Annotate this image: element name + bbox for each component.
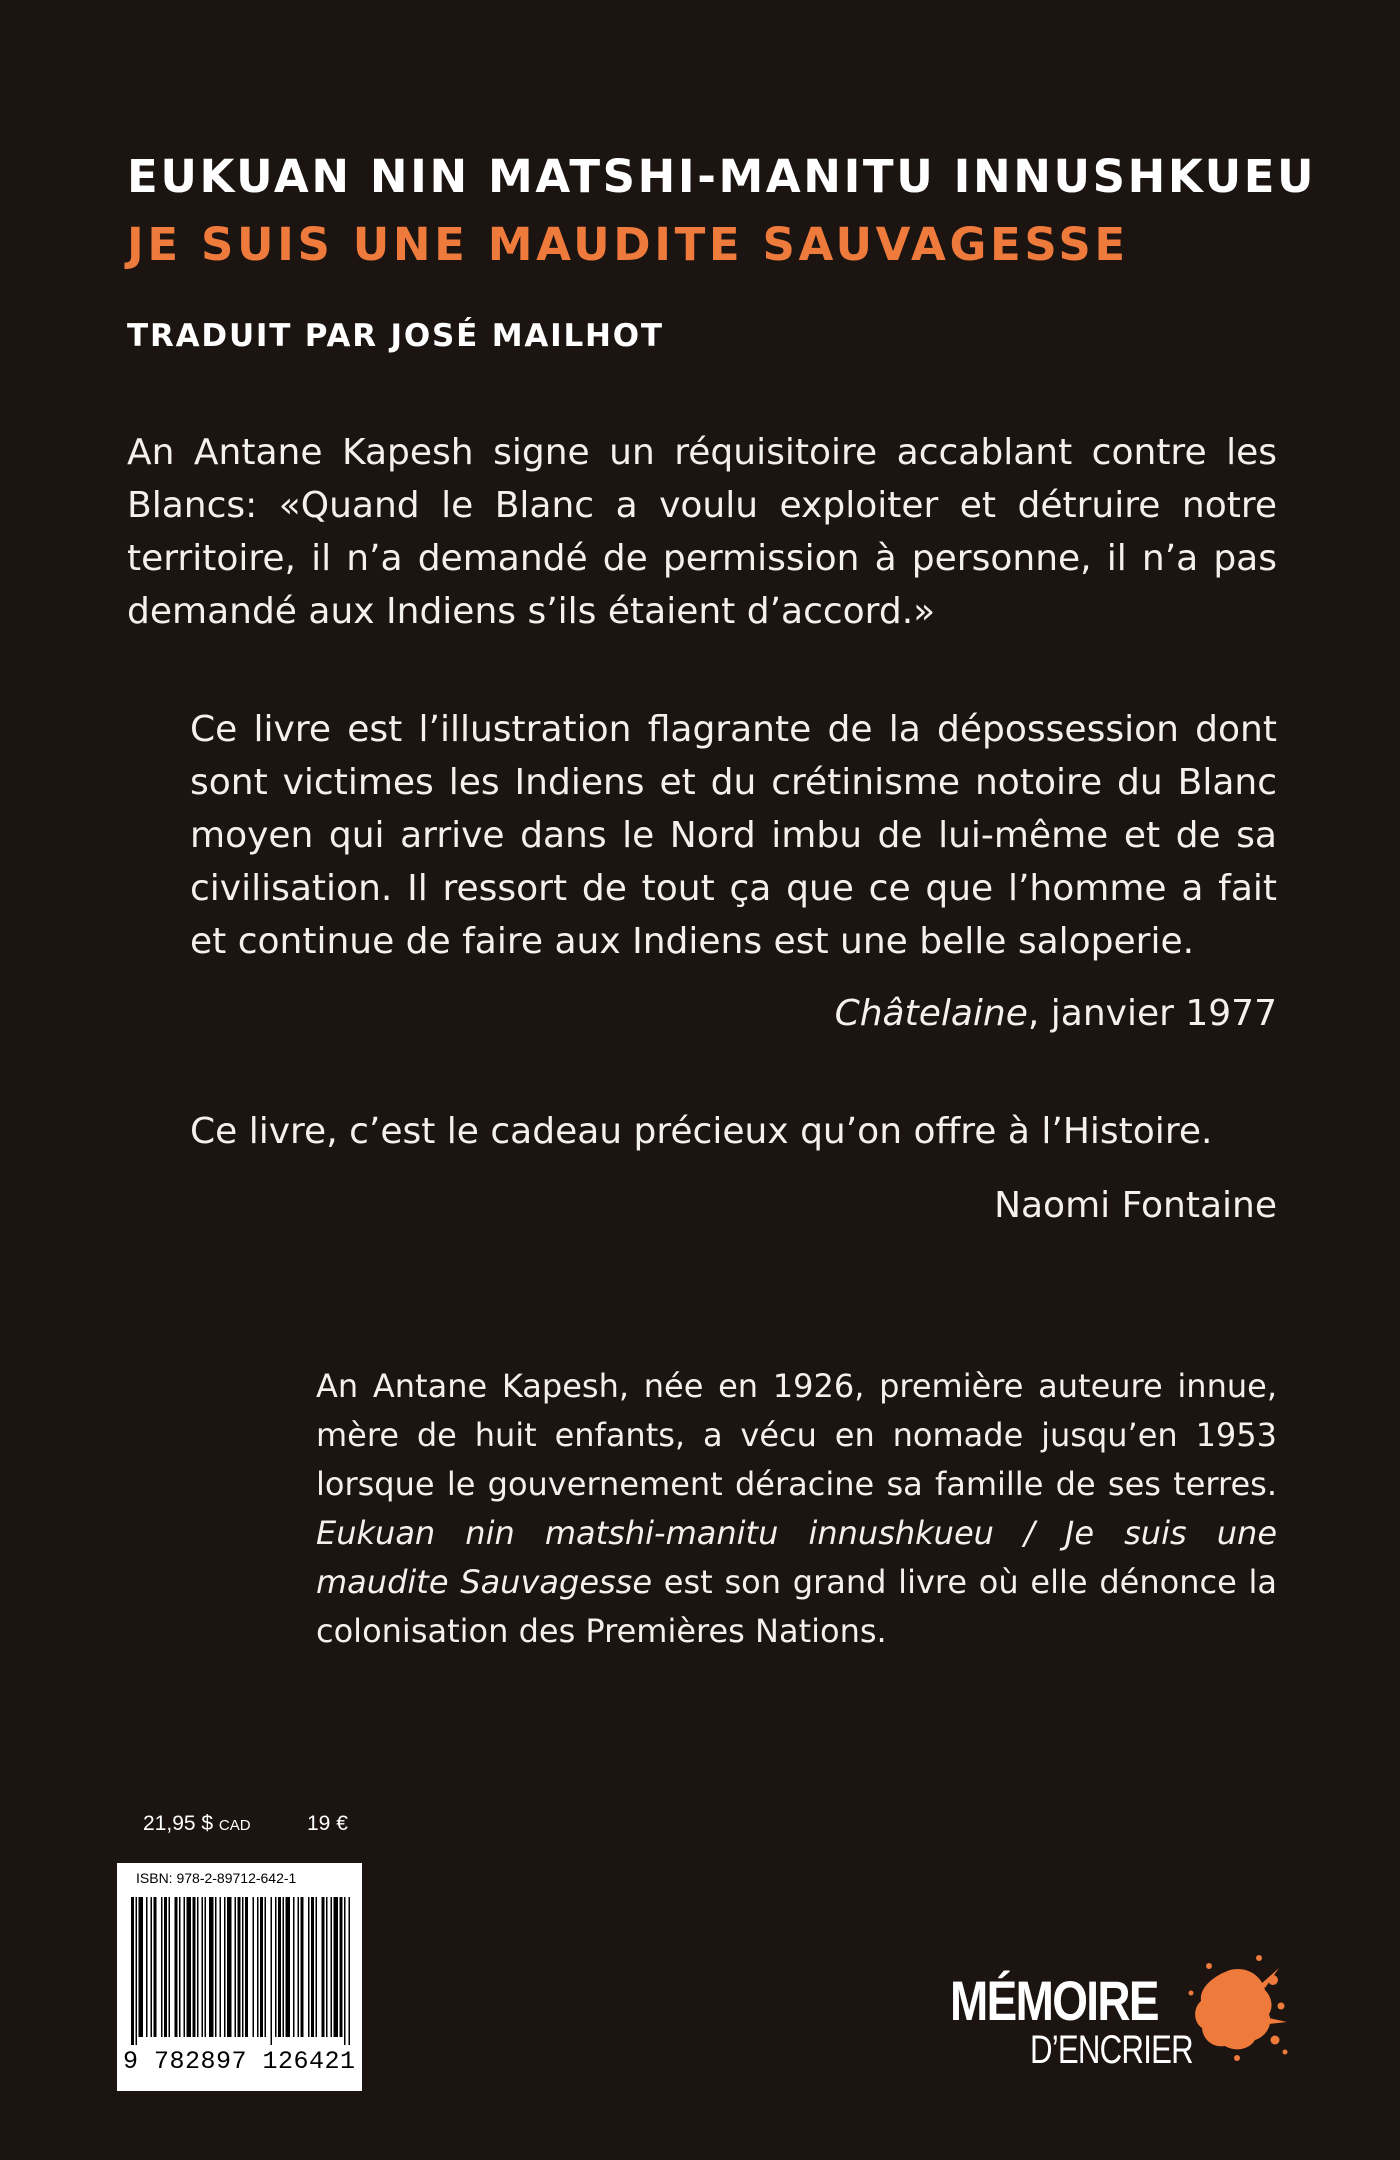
intro-paragraph: An Antane Kapesh signe un réquisitoire accablant contre les Blancs: «Quand le Blanc a voulu exploiter et détruire notre territoire, il n’a demandé de permission à personne, il n’a pas demandé aux Indiens s’ils étaient d’accord.» [127, 432, 1277, 632]
barcode-bar [224, 1897, 226, 2037]
barcode-bar [197, 1897, 199, 2037]
attribution-date: , janvier 1977 [1027, 993, 1277, 1034]
isbn-text: ISBN: 978-2-89712-642-1 [136, 1870, 297, 1886]
barcode-bar [215, 1897, 217, 2037]
price-eur: 19 € [307, 1812, 348, 1835]
barcode-bar [175, 1897, 178, 2037]
barcode-bar [146, 1897, 148, 2037]
barcode-bar [161, 1897, 163, 2037]
price-cad-value: 21,95 $ [143, 1812, 214, 1835]
barcode-bar [344, 1897, 346, 2045]
barcode-bar [205, 1897, 207, 2037]
barcode-bar [202, 1897, 204, 2037]
translator-credit: TRADUIT PAR JOSÉ MAILHOT [127, 318, 664, 354]
barcode-bar [293, 1897, 295, 2037]
barcode-bar [179, 1897, 181, 2037]
bio-text-start: An Antane Kapesh, née en 1926, première auteure innue, mère de huit enfants, a vécu en nomade jusqu’en 1953 lorsque le gouvernement déracine sa famille de ses terres. [316, 1367, 1277, 1503]
barcode-bar [139, 1897, 144, 2037]
barcode-bar [209, 1897, 214, 2037]
barcode-bars [131, 1897, 351, 2045]
bio-book-title: Eukuan nin matshi-manitu innushkueu / Je suis une maudite Sauvagesse [316, 1514, 1277, 1601]
price-cad [143, 1812, 251, 1836]
quote-chatelaine-attribution [835, 987, 1277, 1040]
publisher-name-line2: D’ENCRIER [1030, 2028, 1193, 2072]
barcode-bar [286, 1897, 291, 2037]
title-innu: EUKUAN NIN MATSHI-MANITU INNUSHKUEU [127, 150, 1317, 203]
publisher-name-line1: MÉMOIRE [950, 1969, 1158, 2032]
barcode-bar [227, 1897, 232, 2037]
barcode-bar [238, 1897, 241, 2037]
author-bio [316, 1362, 1277, 1656]
barcode-bar [184, 1897, 186, 2037]
barcode-bar [275, 1897, 277, 2037]
barcode-bar [169, 1897, 171, 2037]
barcode-bar [265, 1897, 267, 2037]
barcode-bar [253, 1897, 255, 2037]
barcode-bar [349, 1897, 351, 2045]
barcode-bar [131, 1897, 134, 2045]
barcode-bar [301, 1897, 304, 2037]
barcode-bar [326, 1897, 328, 2037]
barcode-bar [257, 1897, 259, 2037]
barcode-bar [235, 1897, 237, 2037]
price-cad-currency: CAD [218, 1817, 251, 1834]
quote-fontaine: Ce livre, c’est le cadeau précieux qu’on offre à l’Histoire. [190, 1111, 1213, 1152]
barcode-bar [334, 1897, 339, 2037]
barcode-bar [220, 1897, 222, 2037]
publisher-logo [950, 1948, 1320, 2088]
quote-fontaine-attribution: Naomi Fontaine [994, 1185, 1277, 1226]
barcode-bar [311, 1897, 314, 2037]
barcode-bar [308, 1897, 310, 2037]
barcode-bar [164, 1897, 167, 2037]
barcode-bar [322, 1897, 325, 2037]
barcode-bar [316, 1897, 318, 2037]
quote-chatelaine: Ce livre est l’illustration flagrante de la dépossession dont sont victimes les Indiens et du crétinisme notoire du Blanc moyen qui arrive dans le Nord imbu de lui-même et de sa civilisation. Il ressort de tout ça que ce que l’homme a fait et continue de faire aux Indiens est une belle saloperie. [190, 709, 1277, 962]
barcode-bar [260, 1897, 263, 2037]
barcode-bar [151, 1897, 153, 2037]
barcode-bar [278, 1897, 281, 2037]
barcode-bar [193, 1897, 196, 2037]
barcode-bar [187, 1897, 192, 2037]
bio-text-end: est son grand livre où elle dénonce la colonisation des Premières Nations. [316, 1563, 1278, 1650]
barcode-bar [283, 1897, 285, 2037]
barcode-bar [271, 1897, 273, 2045]
barcode-bar [340, 1897, 343, 2037]
barcode-bar [136, 1897, 138, 2045]
barcode-bar [245, 1897, 248, 2037]
barcode-box [117, 1863, 362, 2091]
ean-digits: 9 782897 126421 [123, 2047, 356, 2076]
barcode-bar [298, 1897, 300, 2037]
barcode-bar [154, 1897, 157, 2037]
title-french: JE SUIS UNE MAUDITE SAUVAGESSE [127, 218, 1129, 271]
attribution-source: Châtelaine [834, 993, 1028, 1034]
barcode-bar [242, 1897, 244, 2037]
barcode-bar [331, 1897, 333, 2037]
